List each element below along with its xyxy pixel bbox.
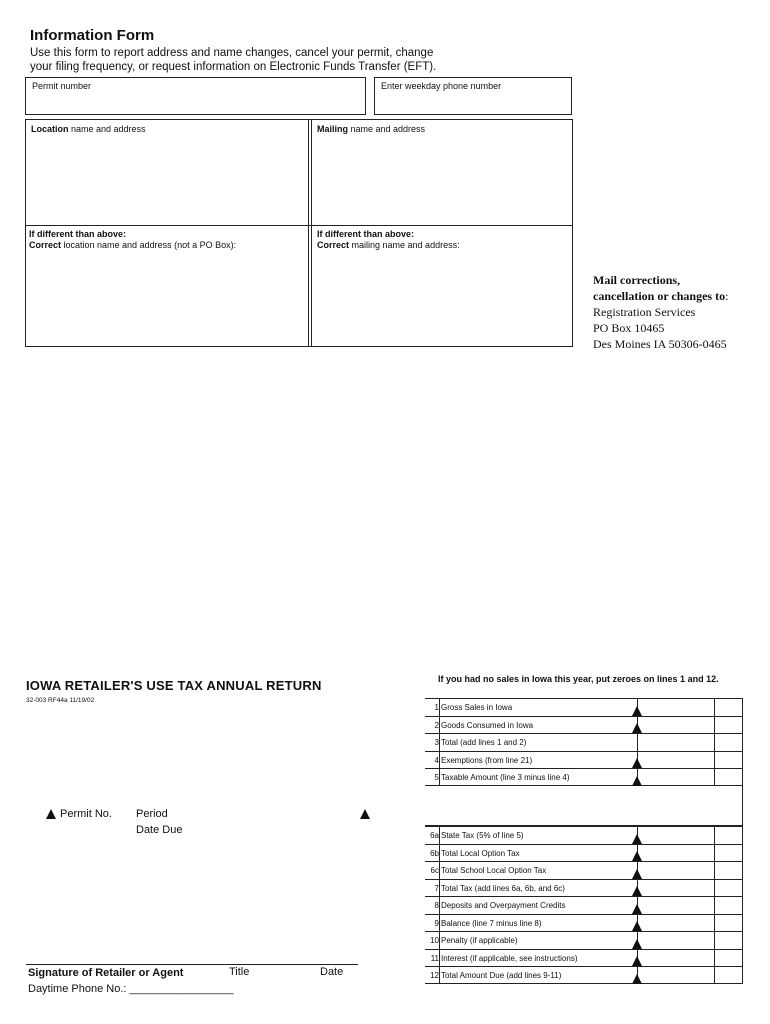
title-label: Title: [229, 966, 250, 978]
tax-line-row: [425, 733, 743, 751]
location-address-field[interactable]: [26, 120, 308, 225]
triangle-marker-icon: [632, 956, 642, 966]
mailing-address-field[interactable]: [312, 120, 572, 225]
line-number: 6a: [430, 831, 439, 840]
line-cents-field[interactable]: [715, 845, 743, 862]
triangle-marker-icon: [632, 869, 642, 879]
tax-line-row: [425, 879, 743, 897]
tax-line-row: [425, 698, 743, 716]
line-number-divider: [439, 717, 440, 734]
permit-no-label: Permit No.: [60, 808, 112, 820]
line-description: Gross Sales in Iowa: [441, 703, 513, 712]
line-description: Total Local Option Tax: [441, 848, 520, 858]
mail-heading-1: Mail corrections,: [593, 273, 681, 287]
line-description: Exemptions (from line 21): [441, 755, 533, 765]
location-label: Location name and address: [31, 124, 146, 134]
line-cents-field[interactable]: [715, 769, 743, 785]
line-description: Interest (if applicable, see instructions): [441, 953, 578, 963]
corrected-mailing-label: If different than above: Correct mailing name and address:: [317, 229, 460, 250]
line-number-divider: [439, 967, 440, 983]
triangle-marker-icon: [632, 974, 642, 984]
line-number: 8: [434, 901, 439, 910]
line-amount-field[interactable]: [637, 717, 715, 734]
line-cents-field[interactable]: [715, 967, 743, 983]
line-cents-field[interactable]: [715, 880, 743, 897]
triangle-marker-icon: [360, 809, 370, 819]
daytime-phone-field[interactable]: Daytime Phone No.: _________________: [28, 983, 234, 995]
line-amount-field[interactable]: [637, 862, 715, 879]
tax-line-row: [425, 861, 743, 879]
line-amount-field[interactable]: [637, 734, 715, 751]
form-code: 32-003 RF44a 11/19/02: [26, 697, 95, 704]
line-number: 12: [430, 971, 439, 980]
line-number-divider: [439, 950, 440, 967]
mail-line-2: PO Box 10465: [593, 321, 665, 335]
tax-lines-top: [425, 698, 743, 786]
line-cents-field[interactable]: [715, 897, 743, 914]
phone-number-label: Enter weekday phone number: [381, 81, 502, 91]
line-description: Deposits and Overpayment Credits: [441, 901, 566, 910]
line-number-divider: [439, 897, 440, 914]
triangle-marker-icon: [632, 904, 642, 914]
no-sales-note: If you had no sales in Iowa this year, put zeroes on lines 1 and 12.: [438, 674, 719, 684]
tax-line-row: [425, 896, 743, 914]
line-cents-field[interactable]: [715, 827, 743, 844]
line-number: 4: [434, 755, 439, 765]
intro-line-2: your filing frequency, or request information on Electronic Funds Transfer (EFT).: [30, 61, 437, 73]
line-cents-field[interactable]: [715, 862, 743, 879]
triangle-marker-icon: [632, 939, 642, 949]
signature-line[interactable]: [26, 964, 358, 965]
line-cents-field[interactable]: [715, 932, 743, 949]
tax-line-row: [425, 844, 743, 862]
line-description: Penalty (if applicable): [441, 936, 518, 945]
line-number: 7: [434, 883, 439, 893]
permit-number-label: Permit number: [32, 81, 92, 91]
line-description: State Tax (5% of line 5): [441, 831, 524, 840]
mail-heading-2: cancellation or changes to:: [593, 289, 729, 303]
line-description: Total Tax (add lines 6a, 6b, and 6c): [441, 883, 565, 893]
tax-line-row: [425, 931, 743, 949]
phone-number-field[interactable]: [374, 77, 572, 115]
tax-line-row: [425, 826, 743, 844]
corrected-mailing-field[interactable]: [312, 226, 572, 346]
line-number: 6b: [430, 848, 439, 858]
tax-line-row: [425, 949, 743, 967]
date-due-label: Date Due: [136, 824, 183, 836]
date-label: Date: [320, 966, 344, 978]
tax-line-row: [425, 966, 743, 984]
line-number: 6c: [430, 866, 439, 875]
line-amount-field[interactable]: [637, 752, 715, 769]
tax-line-row: [425, 914, 743, 932]
line-cents-field[interactable]: [715, 915, 743, 932]
line-cents-field[interactable]: [715, 734, 743, 751]
tax-line-row: [425, 751, 743, 769]
line-number-divider: [439, 769, 440, 785]
mail-line-1: Registration Services: [593, 305, 696, 319]
mailing-label: Mailing name and address: [317, 124, 426, 134]
corrected-location-label: If different than above: Correct location name and address (not a PO Box):: [29, 229, 237, 250]
triangle-marker-icon: [46, 809, 56, 819]
intro-line-1: Use this form to report address and name changes, cancel your permit, change: [30, 47, 434, 59]
line-description: Total School Local Option Tax: [441, 866, 547, 875]
line-number-divider: [439, 880, 440, 897]
return-title: IOWA RETAILER'S USE TAX ANNUAL RETURN: [26, 678, 322, 693]
line-number-divider: [439, 699, 440, 716]
form-intro: [30, 46, 460, 74]
line-number-divider: [439, 827, 440, 844]
tax-lines-bottom: [425, 826, 743, 984]
line-amount-field[interactable]: [637, 699, 715, 716]
line-amount-field[interactable]: [637, 769, 715, 785]
line-description: Total (add lines 1 and 2): [441, 738, 527, 747]
line-description: Taxable Amount (line 3 minus line 4): [441, 773, 570, 782]
line-number: 2: [434, 720, 439, 730]
line-number-divider: [439, 862, 440, 879]
triangle-marker-icon: [632, 758, 642, 768]
line-number-divider: [439, 734, 440, 751]
signature-label: Signature of Retailer or Agent: [28, 967, 184, 979]
line-amount-field[interactable]: [637, 967, 715, 983]
tax-line-row: [425, 768, 743, 786]
line-cents-field[interactable]: [715, 717, 743, 734]
line-amount-field[interactable]: [637, 897, 715, 914]
line-amount-field[interactable]: [637, 845, 715, 862]
mail-line-3: Des Moines IA 50306-0465: [593, 337, 727, 351]
triangle-marker-icon: [632, 834, 642, 844]
line-amount-field[interactable]: [637, 880, 715, 897]
line-cents-field[interactable]: [715, 699, 743, 716]
line-amount-field[interactable]: [637, 932, 715, 949]
line-number-divider: [439, 932, 440, 949]
lines-spacer: [425, 786, 743, 826]
tax-line-row: [425, 716, 743, 734]
line-number-divider: [439, 845, 440, 862]
line-description: Goods Consumed in Iowa: [441, 720, 534, 730]
line-description: Balance (line 7 minus line 8): [441, 918, 542, 928]
triangle-marker-icon: [632, 921, 642, 931]
line-number: 1: [434, 703, 439, 712]
line-number-divider: [439, 752, 440, 769]
line-number: 11: [430, 953, 439, 963]
line-number-divider: [439, 915, 440, 932]
triangle-marker-icon: [632, 886, 642, 896]
line-number: 5: [434, 773, 439, 782]
line-number: 10: [430, 936, 439, 945]
line-amount-field[interactable]: [637, 950, 715, 967]
line-amount-field[interactable]: [637, 915, 715, 932]
triangle-marker-icon: [632, 723, 642, 733]
line-amount-field[interactable]: [637, 827, 715, 844]
corrected-location-field[interactable]: [26, 226, 308, 346]
line-cents-field[interactable]: [715, 950, 743, 967]
triangle-marker-icon: [632, 776, 642, 786]
line-cents-field[interactable]: [715, 752, 743, 769]
line-number: 3: [434, 738, 439, 747]
permit-number-field[interactable]: [25, 77, 366, 115]
mail-address-block: [593, 272, 728, 352]
period-label: Period: [136, 808, 168, 820]
form-title: Information Form: [30, 27, 155, 44]
line-description: Total Amount Due (add lines 9-11): [441, 971, 562, 980]
line-number: 9: [434, 918, 439, 928]
triangle-marker-icon: [632, 706, 642, 716]
triangle-marker-icon: [632, 851, 642, 861]
